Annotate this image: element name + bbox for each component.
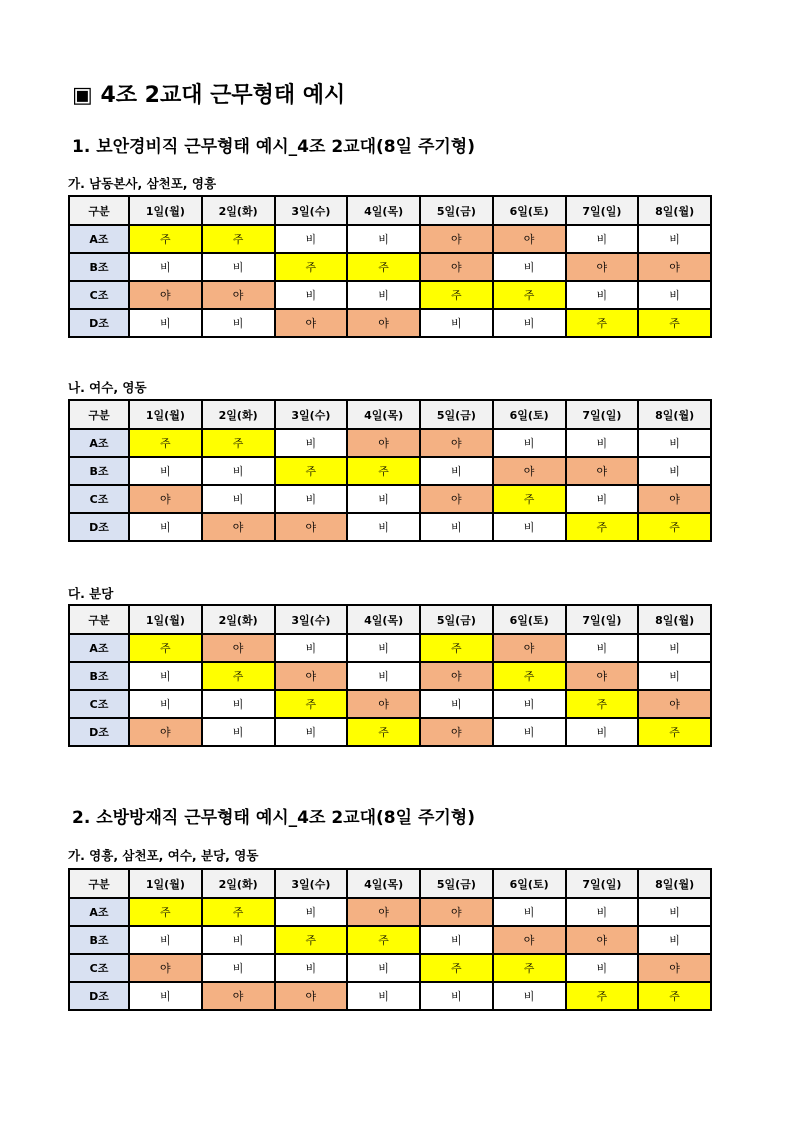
shift-cell: 비 — [420, 457, 493, 485]
header-day: 3일(수) — [275, 605, 348, 634]
shift-cell: 비 — [275, 634, 348, 662]
shift-cell: 비 — [420, 982, 493, 1010]
header-day: 1일(월) — [129, 869, 202, 898]
shift-cell: 야 — [347, 690, 420, 718]
team-label: B조 — [69, 457, 129, 485]
shift-cell: 비 — [493, 718, 566, 746]
shift-cell: 주 — [202, 662, 275, 690]
table-row — [69, 898, 711, 926]
team-label: A조 — [69, 634, 129, 662]
shift-cell: 비 — [638, 281, 711, 309]
shift-cell: 비 — [638, 225, 711, 253]
shift-cell: 비 — [566, 954, 639, 982]
table-header-row — [69, 869, 711, 898]
shift-cell: 야 — [566, 926, 639, 954]
shift-cell: 야 — [420, 662, 493, 690]
table-row — [69, 513, 711, 541]
shift-cell: 야 — [129, 281, 202, 309]
team-label: A조 — [69, 429, 129, 457]
shift-cell: 주 — [202, 225, 275, 253]
table-row — [69, 485, 711, 513]
header-day: 1일(월) — [129, 196, 202, 225]
shift-cell: 주 — [420, 954, 493, 982]
shift-cell: 비 — [638, 926, 711, 954]
shift-cell: 야 — [202, 513, 275, 541]
shift-cell: 주 — [566, 690, 639, 718]
shift-cell: 주 — [493, 281, 566, 309]
shift-cell: 비 — [275, 281, 348, 309]
header-day: 7일(일) — [566, 869, 639, 898]
team-label: A조 — [69, 898, 129, 926]
shift-cell: 주 — [566, 982, 639, 1010]
header-day: 6일(토) — [493, 605, 566, 634]
shift-cell: 야 — [420, 253, 493, 281]
shift-cell: 비 — [638, 429, 711, 457]
shift-cell: 비 — [638, 634, 711, 662]
schedule-table-yeosu — [68, 399, 712, 542]
subtitle-yeosu: 나. 여수, 영동 — [68, 380, 147, 395]
shift-cell: 야 — [493, 457, 566, 485]
header-day: 6일(토) — [493, 196, 566, 225]
shift-cell: 주 — [129, 429, 202, 457]
shift-cell: 주 — [129, 225, 202, 253]
shift-cell: 비 — [347, 281, 420, 309]
shift-cell: 야 — [493, 634, 566, 662]
schedule-table-fire — [68, 868, 712, 1011]
header-day: 5일(금) — [420, 196, 493, 225]
shift-cell: 야 — [420, 429, 493, 457]
shift-cell: 비 — [420, 309, 493, 337]
shift-cell: 비 — [347, 225, 420, 253]
shift-cell: 비 — [420, 690, 493, 718]
shift-cell: 주 — [638, 718, 711, 746]
header-day: 6일(토) — [493, 869, 566, 898]
header-day: 1일(월) — [129, 605, 202, 634]
shift-cell: 야 — [347, 429, 420, 457]
shift-cell: 비 — [566, 898, 639, 926]
shift-cell: 비 — [275, 898, 348, 926]
shift-cell: 비 — [347, 513, 420, 541]
shift-cell: 야 — [420, 485, 493, 513]
shift-cell: 주 — [202, 898, 275, 926]
section-title-security: 1. 보안경비직 근무형태 예시_4조 2교대(8일 주기형) — [72, 137, 475, 157]
shift-cell: 비 — [493, 253, 566, 281]
shift-cell: 주 — [420, 634, 493, 662]
shift-cell: 비 — [347, 954, 420, 982]
team-label: C조 — [69, 281, 129, 309]
shift-cell: 비 — [566, 485, 639, 513]
shift-cell: 비 — [129, 457, 202, 485]
shift-cell: 비 — [202, 954, 275, 982]
table-row — [69, 457, 711, 485]
shift-cell: 비 — [420, 926, 493, 954]
shift-cell: 주 — [493, 662, 566, 690]
shift-cell: 야 — [347, 898, 420, 926]
shift-cell: 야 — [420, 718, 493, 746]
shift-cell: 주 — [638, 513, 711, 541]
table-row — [69, 718, 711, 746]
shift-cell: 야 — [202, 982, 275, 1010]
shift-cell: 야 — [566, 662, 639, 690]
shift-cell: 주 — [129, 634, 202, 662]
shift-cell: 비 — [129, 513, 202, 541]
header-day: 5일(금) — [420, 400, 493, 429]
shift-cell: 야 — [275, 513, 348, 541]
shift-cell: 야 — [202, 281, 275, 309]
shift-cell: 주 — [347, 253, 420, 281]
header-day: 7일(일) — [566, 196, 639, 225]
table-header-row — [69, 400, 711, 429]
team-label: D조 — [69, 718, 129, 746]
shift-cell: 야 — [347, 309, 420, 337]
shift-cell: 비 — [129, 309, 202, 337]
shift-cell: 비 — [202, 485, 275, 513]
header-corner: 구분 — [69, 605, 129, 634]
header-day: 8일(월) — [638, 196, 711, 225]
shift-cell: 야 — [493, 225, 566, 253]
shift-cell: 야 — [129, 485, 202, 513]
shift-cell: 야 — [638, 954, 711, 982]
table-row — [69, 662, 711, 690]
shift-cell: 주 — [275, 690, 348, 718]
table-row — [69, 281, 711, 309]
shift-cell: 비 — [566, 718, 639, 746]
shift-cell: 주 — [493, 485, 566, 513]
subtitle-bundang: 다. 분당 — [68, 586, 114, 601]
header-day: 2일(화) — [202, 869, 275, 898]
shift-cell: 비 — [202, 718, 275, 746]
table-row — [69, 253, 711, 281]
shift-cell: 주 — [638, 982, 711, 1010]
table-row — [69, 954, 711, 982]
table-row — [69, 982, 711, 1010]
table-row — [69, 690, 711, 718]
shift-cell: 비 — [638, 898, 711, 926]
shift-cell: 주 — [566, 513, 639, 541]
team-label: D조 — [69, 513, 129, 541]
shift-cell: 주 — [129, 898, 202, 926]
shift-cell: 주 — [638, 309, 711, 337]
shift-cell: 야 — [275, 982, 348, 1010]
header-day: 7일(일) — [566, 400, 639, 429]
header-day: 4일(목) — [347, 400, 420, 429]
shift-cell: 주 — [275, 926, 348, 954]
shift-cell: 비 — [275, 718, 348, 746]
shift-cell: 비 — [129, 662, 202, 690]
shift-cell: 비 — [420, 513, 493, 541]
shift-cell: 비 — [493, 982, 566, 1010]
shift-cell: 야 — [566, 457, 639, 485]
shift-cell: 야 — [638, 253, 711, 281]
shift-cell: 야 — [275, 662, 348, 690]
header-day: 7일(일) — [566, 605, 639, 634]
shift-cell: 야 — [420, 898, 493, 926]
shift-cell: 비 — [202, 309, 275, 337]
schedule-table-bundang — [68, 604, 712, 747]
shift-cell: 비 — [275, 954, 348, 982]
shift-cell: 주 — [347, 718, 420, 746]
team-label: C조 — [69, 690, 129, 718]
subtitle-fire-sites: 가. 영흥, 삼천포, 여수, 분당, 영동 — [68, 848, 259, 863]
team-label: B조 — [69, 662, 129, 690]
shift-cell: 비 — [347, 662, 420, 690]
shift-cell: 야 — [493, 926, 566, 954]
shift-cell: 비 — [129, 926, 202, 954]
shift-cell: 비 — [566, 634, 639, 662]
header-day: 5일(금) — [420, 605, 493, 634]
subtitle-namdong: 가. 남동본사, 삼천포, 영흥 — [68, 176, 217, 191]
table-header-row — [69, 196, 711, 225]
shift-cell: 비 — [129, 253, 202, 281]
header-day: 4일(목) — [347, 605, 420, 634]
table-row — [69, 429, 711, 457]
header-day: 8일(월) — [638, 400, 711, 429]
shift-cell: 야 — [129, 718, 202, 746]
shift-cell: 비 — [275, 225, 348, 253]
table-row — [69, 225, 711, 253]
header-corner: 구분 — [69, 400, 129, 429]
shift-cell: 주 — [566, 309, 639, 337]
shift-cell: 주 — [275, 457, 348, 485]
shift-cell: 비 — [347, 982, 420, 1010]
shift-cell: 비 — [493, 429, 566, 457]
header-corner: 구분 — [69, 869, 129, 898]
shift-cell: 주 — [202, 429, 275, 457]
shift-cell: 주 — [420, 281, 493, 309]
header-day: 6일(토) — [493, 400, 566, 429]
team-label: B조 — [69, 253, 129, 281]
header-day: 5일(금) — [420, 869, 493, 898]
shift-cell: 비 — [347, 634, 420, 662]
header-day: 2일(화) — [202, 196, 275, 225]
team-label: C조 — [69, 954, 129, 982]
header-day: 4일(목) — [347, 196, 420, 225]
header-day: 2일(화) — [202, 605, 275, 634]
shift-cell: 야 — [638, 485, 711, 513]
shift-cell: 비 — [566, 429, 639, 457]
team-label: B조 — [69, 926, 129, 954]
shift-cell: 비 — [202, 690, 275, 718]
shift-cell: 비 — [638, 662, 711, 690]
shift-cell: 주 — [275, 253, 348, 281]
shift-cell: 비 — [202, 253, 275, 281]
shift-cell: 야 — [420, 225, 493, 253]
shift-cell: 비 — [493, 898, 566, 926]
header-day: 8일(월) — [638, 869, 711, 898]
header-day: 3일(수) — [275, 869, 348, 898]
schedule-table-namdong — [68, 195, 712, 338]
header-day: 3일(수) — [275, 400, 348, 429]
header-day: 1일(월) — [129, 400, 202, 429]
shift-cell: 야 — [638, 690, 711, 718]
header-day: 2일(화) — [202, 400, 275, 429]
shift-cell: 비 — [638, 457, 711, 485]
table-row — [69, 309, 711, 337]
shift-cell: 비 — [202, 926, 275, 954]
shift-cell: 비 — [347, 485, 420, 513]
team-label: C조 — [69, 485, 129, 513]
shift-cell: 비 — [129, 690, 202, 718]
shift-cell: 야 — [129, 954, 202, 982]
shift-cell: 주 — [347, 457, 420, 485]
shift-cell: 비 — [202, 457, 275, 485]
table-header-row — [69, 605, 711, 634]
team-label: D조 — [69, 982, 129, 1010]
shift-cell: 비 — [493, 690, 566, 718]
table-row — [69, 634, 711, 662]
header-day: 4일(목) — [347, 869, 420, 898]
header-day: 3일(수) — [275, 196, 348, 225]
shift-cell: 비 — [566, 225, 639, 253]
shift-cell: 야 — [566, 253, 639, 281]
shift-cell: 야 — [202, 634, 275, 662]
team-label: A조 — [69, 225, 129, 253]
shift-cell: 비 — [275, 485, 348, 513]
team-label: D조 — [69, 309, 129, 337]
shift-cell: 비 — [129, 982, 202, 1010]
header-day: 8일(월) — [638, 605, 711, 634]
page-title: ▣ 4조 2교대 근무형태 예시 — [72, 83, 346, 108]
shift-cell: 주 — [347, 926, 420, 954]
section-title-fire: 2. 소방방재직 근무형태 예시_4조 2교대(8일 주기형) — [72, 808, 475, 828]
shift-cell: 비 — [275, 429, 348, 457]
shift-cell: 주 — [493, 954, 566, 982]
header-corner: 구분 — [69, 196, 129, 225]
shift-cell: 야 — [275, 309, 348, 337]
shift-cell: 비 — [493, 513, 566, 541]
table-row — [69, 926, 711, 954]
shift-cell: 비 — [566, 281, 639, 309]
shift-cell: 비 — [493, 309, 566, 337]
